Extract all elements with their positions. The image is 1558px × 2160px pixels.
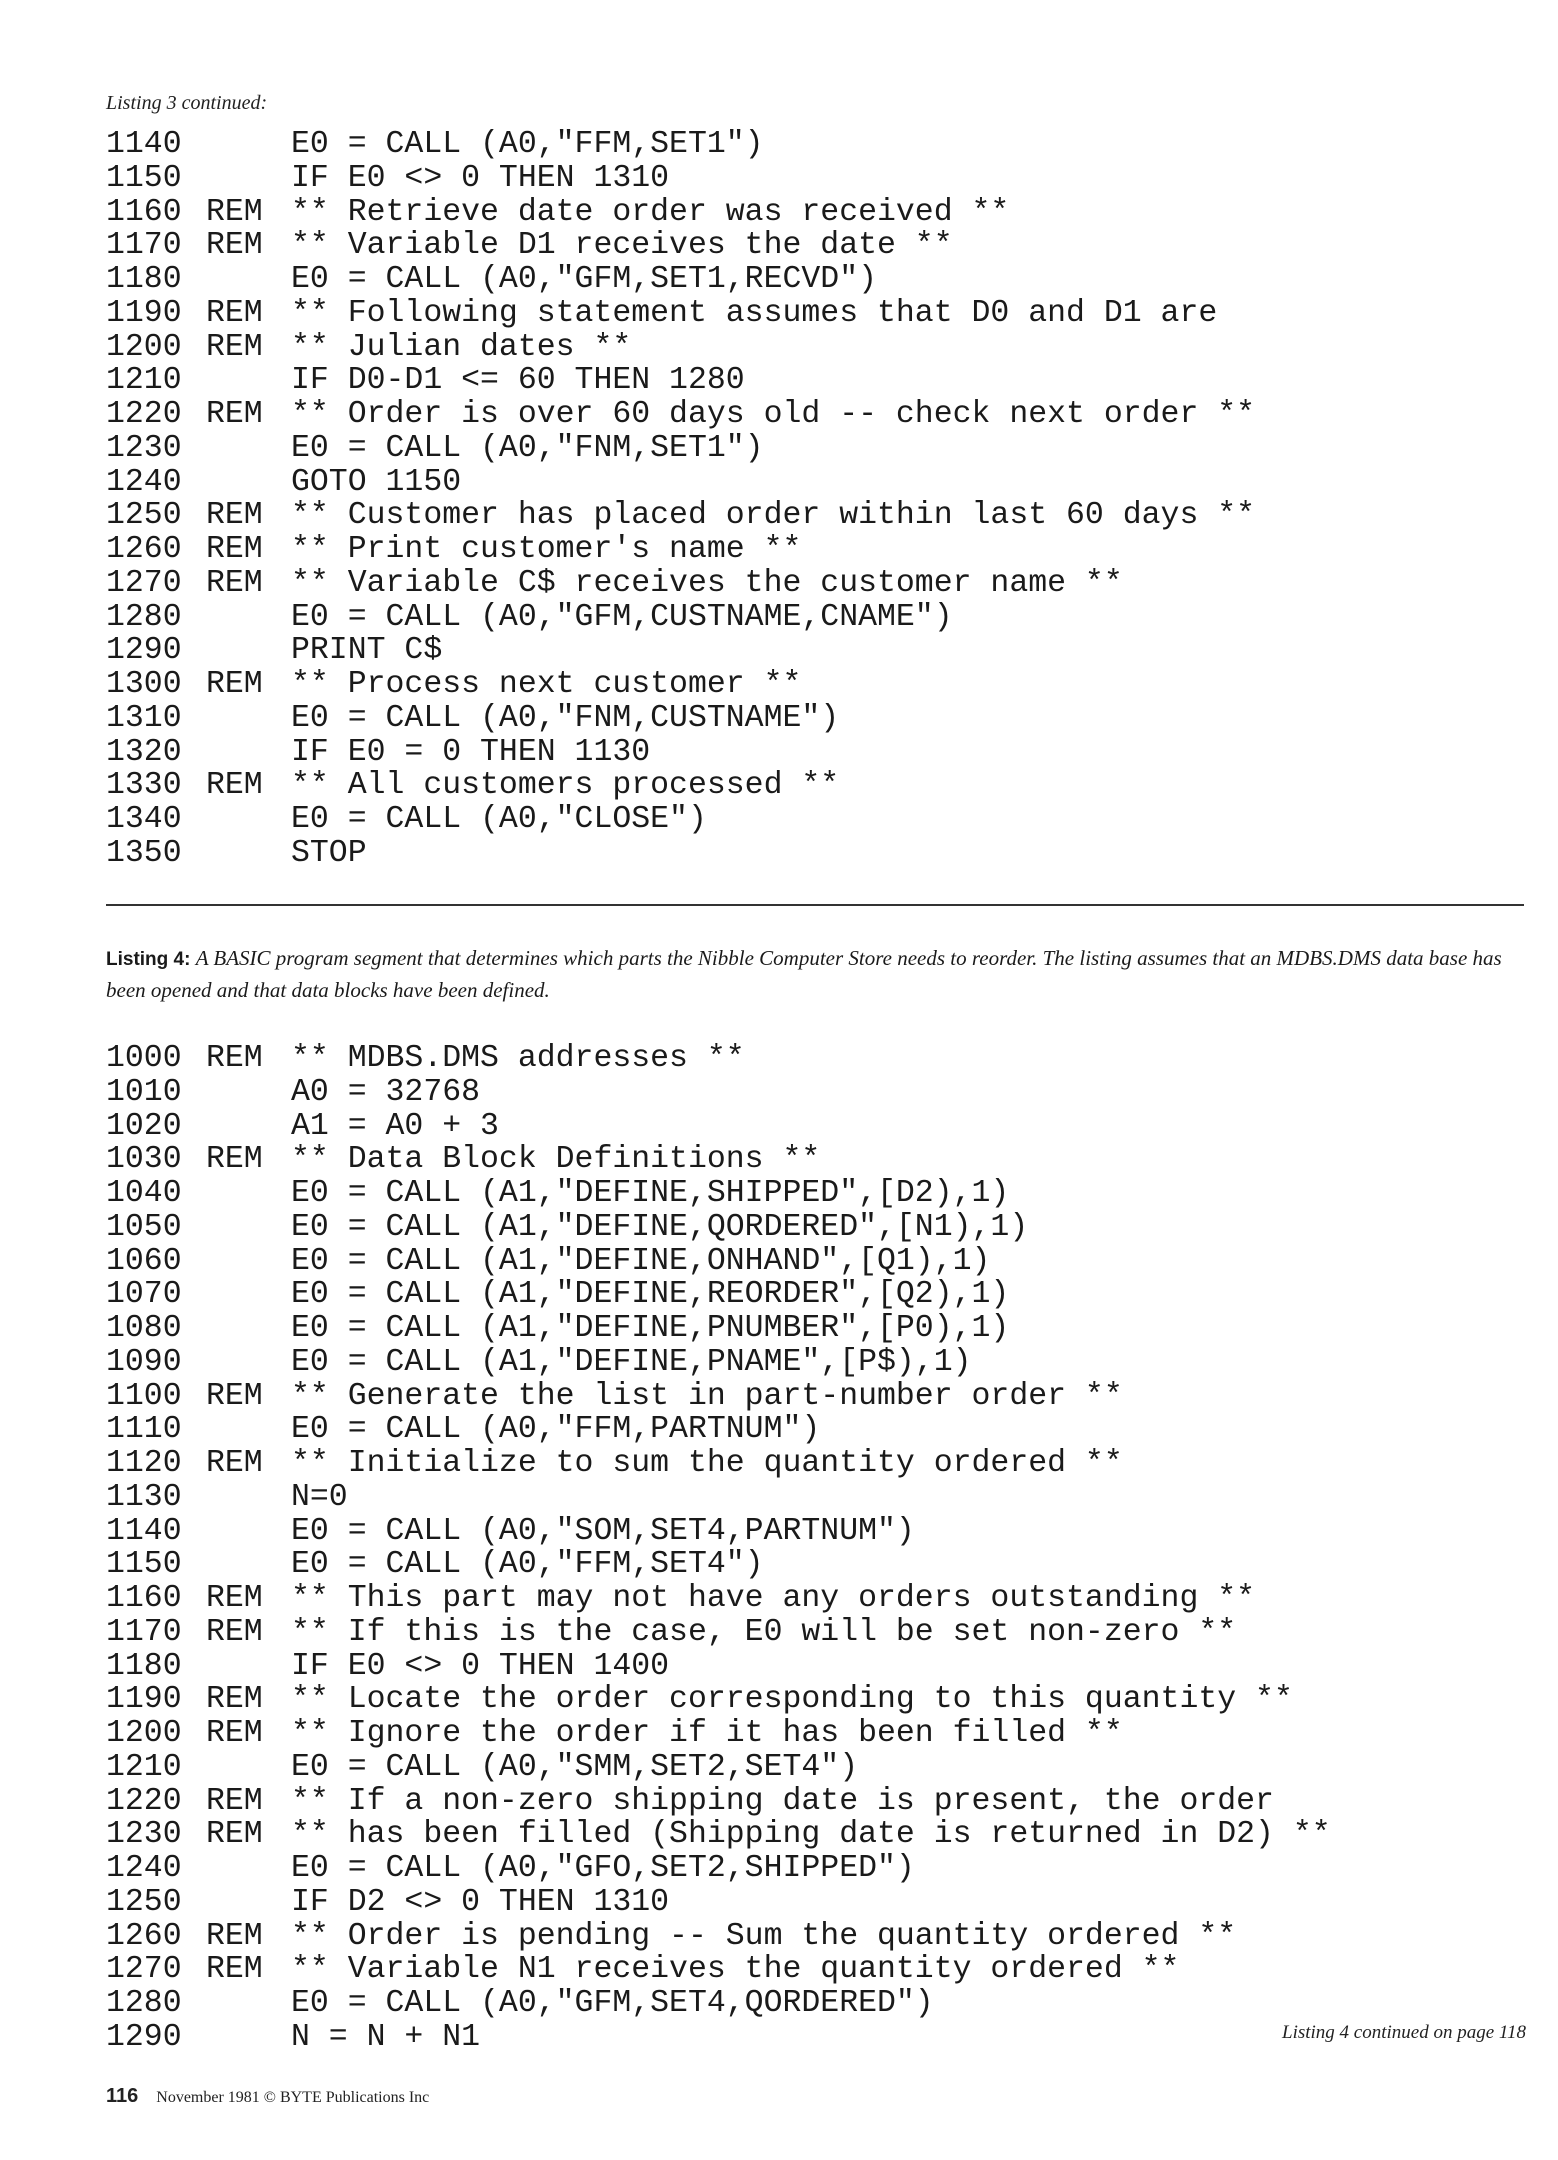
section-divider — [106, 904, 1524, 906]
code-statement: ** Order is over 60 days old -- check next order ** — [291, 397, 1256, 432]
rem-keyword: REM — [206, 532, 263, 567]
line-number: 1160 — [106, 1581, 182, 1616]
code-line — [106, 736, 1255, 770]
code-line — [106, 567, 1255, 601]
page-footer — [106, 2085, 429, 2108]
rem-keyword: REM — [206, 397, 263, 432]
code-line — [106, 1312, 1331, 1346]
listing-4-caption — [106, 943, 1526, 1005]
code-line — [106, 1818, 1331, 1852]
code-statement: ** has been filled (Shipping date is returned in D2) ** — [291, 1817, 1331, 1853]
line-number: 1070 — [106, 1277, 182, 1313]
code-statement: N=0 — [291, 1479, 348, 1515]
code-line — [106, 1920, 1331, 1954]
line-number: 1290 — [106, 633, 182, 669]
line-number: 1180 — [106, 262, 182, 297]
line-number: 1260 — [106, 532, 182, 567]
code-line — [106, 1717, 1331, 1751]
line-number: 1220 — [106, 1783, 182, 1819]
code-line — [106, 2021, 1331, 2055]
code-statement: E0 = CALL (A1,"DEFINE,PNAME",[P$),1) — [291, 1344, 972, 1380]
code-line — [106, 803, 1255, 837]
line-number: 1020 — [106, 1108, 182, 1144]
code-line — [106, 128, 1255, 162]
code-statement: ** Data Block Definitions ** — [291, 1142, 821, 1178]
code-line — [106, 1751, 1331, 1785]
code-statement: GOTO 1150 — [291, 464, 462, 500]
code-line — [106, 702, 1255, 736]
line-number: 1250 — [106, 1884, 182, 1920]
code-statement: ** Process next customer ** — [291, 667, 802, 702]
code-statement: E0 = CALL (A1,"DEFINE,PNUMBER",[P0),1) — [291, 1311, 1010, 1346]
code-statement: ** Julian dates ** — [291, 329, 632, 365]
code-line — [106, 533, 1255, 567]
code-statement: E0 = CALL (A1,"DEFINE,ONHAND",[Q1),1) — [291, 1243, 991, 1279]
code-statement: ** Variable N1 receives the quantity ordered ** — [291, 1952, 1180, 1988]
code-line — [106, 398, 1255, 432]
code-line — [106, 1481, 1331, 1515]
line-number: 1210 — [106, 363, 182, 399]
line-number: 1160 — [106, 194, 182, 230]
rem-keyword: REM — [206, 1716, 263, 1751]
line-number: 1060 — [106, 1243, 182, 1279]
rem-keyword: REM — [206, 667, 263, 702]
code-statement: ** If a non-zero shipping date is present, the order — [291, 1783, 1274, 1819]
code-statement: N = N + N1 — [291, 2019, 481, 2055]
code-statement: STOP — [291, 835, 367, 871]
code-statement: ** Order is pending -- Sum the quantity ordered ** — [291, 1918, 1237, 1954]
code-statement: ** Ignore the order if it has been filled ** — [291, 1716, 1123, 1751]
code-line — [106, 1886, 1331, 1920]
listing-3-continued-label: Listing 3 continued: — [106, 92, 268, 114]
line-number: 1190 — [106, 295, 182, 331]
code-statement: ** This part may not have any orders outstanding ** — [291, 1581, 1256, 1616]
code-statement: E0 = CALL (A0,"FFM,PARTNUM") — [291, 1412, 821, 1448]
code-statement: ** If this is the case, E0 will be set non-zero ** — [291, 1614, 1237, 1650]
line-number: 1010 — [106, 1074, 182, 1110]
code-line — [106, 432, 1255, 466]
code-statement: E0 = CALL (A0,"FFM,SET1") — [291, 127, 764, 162]
code-line — [106, 1582, 1331, 1616]
line-number: 1240 — [106, 464, 182, 500]
line-number: 1260 — [106, 1918, 182, 1954]
listing-3-code — [106, 128, 1255, 871]
code-statement: ** Generate the list in part-number order ** — [291, 1378, 1123, 1414]
code-statement: E0 = CALL (A0,"FNM,SET1") — [291, 430, 764, 466]
line-number: 1220 — [106, 397, 182, 432]
code-line — [106, 1143, 1331, 1177]
line-number: 1340 — [106, 802, 182, 837]
line-number: 1280 — [106, 599, 182, 635]
line-number: 1140 — [106, 1513, 182, 1549]
line-number: 1050 — [106, 1209, 182, 1245]
line-number: 1200 — [106, 1716, 182, 1751]
line-number: 1000 — [106, 1041, 182, 1076]
code-line — [106, 1076, 1331, 1110]
code-statement: A1 = A0 + 3 — [291, 1108, 499, 1144]
code-statement: IF E0 = 0 THEN 1130 — [291, 734, 651, 770]
code-statement: ** All customers processed ** — [291, 768, 840, 804]
code-statement: E0 = CALL (A1,"DEFINE,SHIPPED",[D2),1) — [291, 1176, 1010, 1211]
code-line — [106, 634, 1255, 668]
line-number: 1310 — [106, 700, 182, 736]
rem-keyword: REM — [206, 1614, 263, 1650]
code-line — [106, 1447, 1331, 1481]
rem-keyword: REM — [206, 1041, 263, 1076]
line-number: 1120 — [106, 1446, 182, 1481]
code-line — [106, 1413, 1331, 1447]
rem-keyword: REM — [206, 295, 263, 331]
code-statement: A0 = 32768 — [291, 1074, 481, 1110]
code-statement: ** Customer has placed order within last 60 days ** — [291, 498, 1256, 534]
code-statement: E0 = CALL (A0,"CLOSE") — [291, 802, 707, 837]
code-line — [106, 1650, 1331, 1684]
line-number: 1200 — [106, 329, 182, 365]
code-line — [106, 601, 1255, 635]
code-line — [106, 668, 1255, 702]
line-number: 1250 — [106, 498, 182, 534]
code-line — [106, 1683, 1331, 1717]
code-statement: E0 = CALL (A0,"GFM,SET4,QORDERED") — [291, 1986, 934, 2021]
line-number: 1110 — [106, 1412, 182, 1448]
code-line — [106, 229, 1255, 263]
code-line — [106, 162, 1255, 196]
rem-keyword: REM — [206, 194, 263, 230]
line-number: 1330 — [106, 768, 182, 804]
code-statement: ** Variable D1 receives the date ** — [291, 228, 953, 264]
code-line — [106, 1616, 1331, 1650]
line-number: 1150 — [106, 160, 182, 196]
rem-keyword: REM — [206, 1142, 263, 1178]
code-line — [106, 1380, 1331, 1414]
code-line — [106, 1278, 1331, 1312]
line-number: 1150 — [106, 1547, 182, 1583]
code-line — [106, 196, 1255, 230]
code-line — [106, 1346, 1331, 1380]
line-number: 1230 — [106, 430, 182, 466]
code-line — [106, 1953, 1331, 1987]
page-number: 116 — [106, 2085, 139, 2107]
rem-keyword: REM — [206, 565, 263, 601]
code-statement: ** MDBS.DMS addresses ** — [291, 1041, 745, 1076]
code-statement: E0 = CALL (A0,"SMM,SET2,SET4") — [291, 1749, 859, 1785]
code-statement: IF D2 <> 0 THEN 1310 — [291, 1884, 670, 1920]
code-line — [106, 466, 1255, 500]
code-line — [106, 1177, 1331, 1211]
code-line — [106, 769, 1255, 803]
code-statement: ** Variable C$ receives the customer name ** — [291, 565, 1123, 601]
line-number: 1290 — [106, 2019, 182, 2055]
code-statement: ** Following statement assumes that D0 and D1 are — [291, 295, 1218, 331]
code-line — [106, 499, 1255, 533]
code-line — [106, 1211, 1331, 1245]
rem-keyword: REM — [206, 498, 263, 534]
code-line — [106, 1042, 1331, 1076]
rem-keyword: REM — [206, 1446, 263, 1481]
listing-4-caption-label: Listing 4: — [106, 949, 191, 970]
code-line — [106, 331, 1255, 365]
code-line — [106, 263, 1255, 297]
rem-keyword: REM — [206, 228, 263, 264]
code-statement: E0 = CALL (A0,"SOM,SET4,PARTNUM") — [291, 1513, 915, 1549]
code-statement: PRINT C$ — [291, 633, 443, 669]
line-number: 1280 — [106, 1986, 182, 2021]
continued-note: Listing 4 continued on page 118 — [1282, 2022, 1526, 2043]
code-statement: ** Initialize to sum the quantity ordered ** — [291, 1446, 1123, 1481]
line-number: 1350 — [106, 835, 182, 871]
rem-keyword: REM — [206, 329, 263, 365]
line-number: 1210 — [106, 1749, 182, 1785]
code-line — [106, 1245, 1331, 1279]
line-number: 1040 — [106, 1176, 182, 1211]
code-line — [106, 364, 1255, 398]
code-statement: ** Print customer's name ** — [291, 532, 802, 567]
line-number: 1170 — [106, 228, 182, 264]
rem-keyword: REM — [206, 768, 263, 804]
line-number: 1300 — [106, 667, 182, 702]
code-statement: IF E0 <> 0 THEN 1400 — [291, 1648, 670, 1684]
code-statement: E0 = CALL (A0,"GFO,SET2,SHIPPED") — [291, 1851, 915, 1886]
line-number: 1140 — [106, 127, 182, 162]
line-number: 1320 — [106, 734, 182, 770]
rem-keyword: REM — [206, 1783, 263, 1819]
code-statement: E0 = CALL (A0,"FNM,CUSTNAME") — [291, 700, 840, 736]
code-statement: E0 = CALL (A1,"DEFINE,QORDERED",[N1),1) — [291, 1209, 1029, 1245]
line-number: 1230 — [106, 1817, 182, 1853]
code-statement: IF E0 <> 0 THEN 1310 — [291, 160, 670, 196]
code-statement: IF D0-D1 <= 60 THEN 1280 — [291, 363, 745, 399]
code-line — [106, 1515, 1331, 1549]
code-statement: E0 = CALL (A0,"FFM,SET4") — [291, 1547, 764, 1583]
rem-keyword: REM — [206, 1581, 263, 1616]
code-statement: E0 = CALL (A1,"DEFINE,REORDER",[Q2),1) — [291, 1277, 1010, 1313]
code-statement: ** Retrieve date order was received ** — [291, 194, 1010, 230]
rem-keyword: REM — [206, 1682, 263, 1718]
code-line — [106, 837, 1255, 871]
code-line — [106, 1548, 1331, 1582]
line-number: 1240 — [106, 1851, 182, 1886]
rem-keyword: REM — [206, 1952, 263, 1988]
line-number: 1190 — [106, 1682, 182, 1718]
code-statement: E0 = CALL (A0,"GFM,SET1,RECVD") — [291, 262, 877, 297]
listing-4-code — [106, 1042, 1331, 2055]
rem-keyword: REM — [206, 1918, 263, 1954]
line-number: 1180 — [106, 1648, 182, 1684]
line-number: 1270 — [106, 565, 182, 601]
listing-4-caption-text: A BASIC program segment that determines which parts the Nibble Computer Store needs to reorder. The listing assumes that an MDBS.DMS data base has been opened and that data blocks have been defined. — [106, 946, 1502, 1002]
line-number: 1270 — [106, 1952, 182, 1988]
rem-keyword: REM — [206, 1817, 263, 1853]
rem-keyword: REM — [206, 1378, 263, 1414]
code-statement: ** Locate the order corresponding to this quantity ** — [291, 1682, 1293, 1718]
line-number: 1170 — [106, 1614, 182, 1650]
code-line — [106, 1987, 1331, 2021]
code-line — [106, 297, 1255, 331]
code-statement: E0 = CALL (A0,"GFM,CUSTNAME,CNAME") — [291, 599, 953, 635]
footer-credit: November 1981 © BYTE Publications Inc — [156, 2089, 430, 2106]
code-line — [106, 1852, 1331, 1886]
line-number: 1030 — [106, 1142, 182, 1178]
line-number: 1080 — [106, 1311, 182, 1346]
code-line — [106, 1110, 1331, 1144]
code-line — [106, 1785, 1331, 1819]
line-number: 1090 — [106, 1344, 182, 1380]
line-number: 1130 — [106, 1479, 182, 1515]
line-number: 1100 — [106, 1378, 182, 1414]
